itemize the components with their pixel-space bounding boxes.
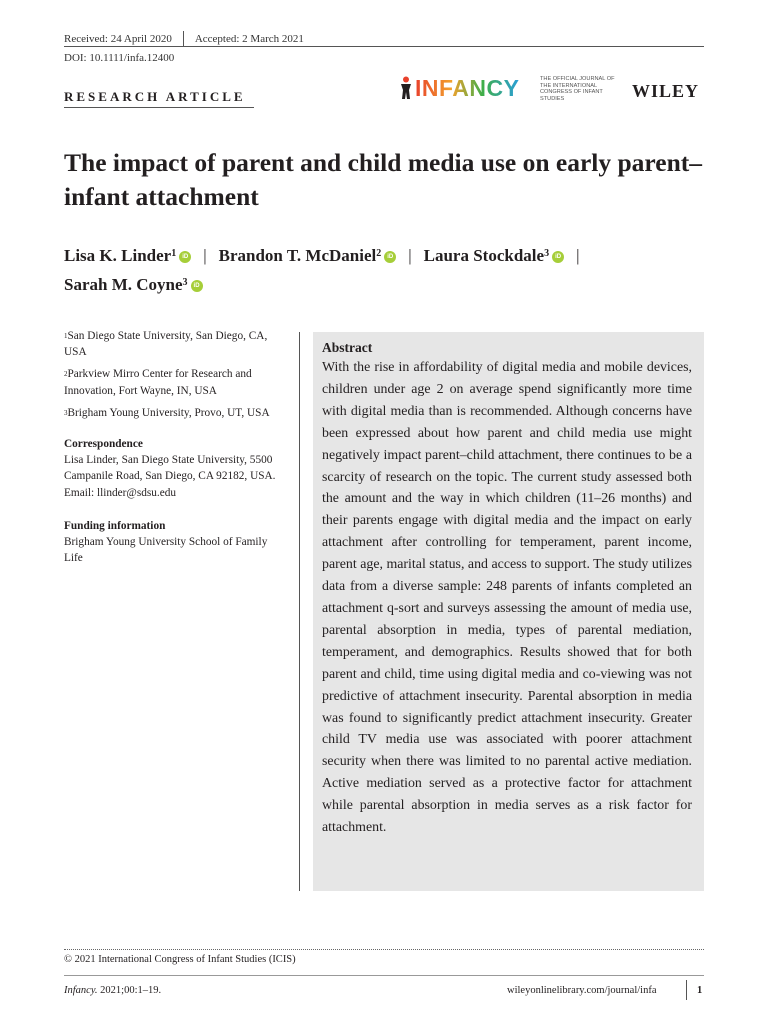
footer-rule: [64, 975, 704, 976]
affiliation-1: $^1$San Diego State University, San Diego, CA, USA: [64, 330, 268, 359]
infancy-wordmark: INFANCY: [415, 74, 520, 101]
journal-citation: Infancy. 2021;00:1–19.: [64, 985, 162, 996]
footnote-rule: [64, 949, 704, 950]
orcid-icon[interactable]: iD: [191, 280, 203, 292]
article-dates: [64, 31, 304, 47]
correspondence-heading: Correspondence: [64, 438, 143, 451]
accepted-date: Accepted: 2 March 2021: [194, 33, 304, 45]
article-title: The impact of parent and child media use on early parent–infant attachment: [64, 148, 702, 211]
article-type-rule: [64, 107, 254, 108]
orcid-icon[interactable]: iD: [179, 251, 191, 263]
journal-url[interactable]: wileyonlinelibrary.com/journal/infa: [507, 985, 657, 996]
wiley-logo: WILEY: [632, 81, 700, 101]
date-separator: [183, 31, 184, 47]
funding-heading: Funding information: [64, 519, 166, 532]
author-1[interactable]: Lisa K. Linder$^1$ iD: [64, 246, 191, 265]
author-3[interactable]: Laura Stockdale$^3$ iD: [424, 246, 564, 265]
abstract-box: [313, 332, 704, 891]
correspondence-email[interactable]: Email: llinder@sdsu.edu: [64, 486, 177, 499]
affiliation-2: $^2$Parkview Mirro Center for Research and Innovation, Fort Wayne, IN, USA: [64, 368, 252, 397]
abstract-heading: Abstract: [322, 340, 373, 355]
page-separator: [686, 980, 687, 1000]
page-number: 1: [697, 985, 703, 996]
infancy-figure-icon: [399, 76, 413, 100]
affiliation-3: $^3$Brigham Young University, Provo, UT, USA: [64, 406, 270, 419]
received-date: Received: 24 April 2020: [64, 33, 172, 45]
funding-text: Brigham Young University School of Family Life: [64, 536, 268, 565]
header-rule: [64, 46, 704, 47]
abstract-text: With the rise in affordability of digital media and mobile devices, children under age 2 on average spend significantly more time with digital media than is recommended. Although concerns have been expressed about how parent and child media use might negatively impact parent–child attachment, there continues to be a scarcity of research on the topic. The current study assessed both the amount and the way in which children (11–26 months) and their parents engage with digital media and the impact on early attachment after controlling for temperament, parent income, parent age, marital status, and access to support. The study utilizes data from a diverse sample: 248 parents of infants completed an attachment q-sort and surveys assessing the amount of media use, parental absorption in media, types of parental mediation, temperament, and demographics. Results showed that for both parent and child, time using digital media and co-viewing was not predictive of attachment insecurity. Parental absorption in media was found to significantly predict attachment insecurity. Greater child TV media use was associated with poorer attachment security when there was limited to no parental active mediation. Active mediation served as a protective factor for attachment while parental absorption in media serves as a risk factor for attachment.: [322, 360, 692, 836]
infancy-logo: [399, 73, 519, 103]
correspondence-address: Lisa Linder, San Diego State University, 5500 Campanile Road, San Diego, CA 92182, USA.: [64, 454, 276, 483]
orcid-icon[interactable]: iD: [552, 251, 564, 263]
article-type: RESEARCH ARTICLE: [64, 89, 246, 104]
copyright: © 2021 International Congress of Infant Studies (ICIS): [64, 954, 296, 965]
orcid-icon[interactable]: iD: [384, 251, 396, 263]
author-list: Lisa K. Linder$^1$ iD | Brandon T. McDaniel$^2$ iD | Laura Stockdale$^3$ iD | Sarah M. Coyne$^3$ iD: [64, 246, 580, 294]
icis-logo-text: THE OFFICIAL JOURNAL OF THE INTERNATIONAL CONGRESS OF INFANT STUDIES: [540, 76, 615, 102]
author-2[interactable]: Brandon T. McDaniel$^2$ iD: [219, 246, 397, 265]
article-info-column: [64, 328, 286, 572]
author-4[interactable]: Sarah M. Coyne$^3$ iD: [64, 275, 203, 294]
abstract-rule: [299, 332, 300, 891]
doi-link[interactable]: DOI: 10.1111/infa.12400: [64, 52, 175, 64]
